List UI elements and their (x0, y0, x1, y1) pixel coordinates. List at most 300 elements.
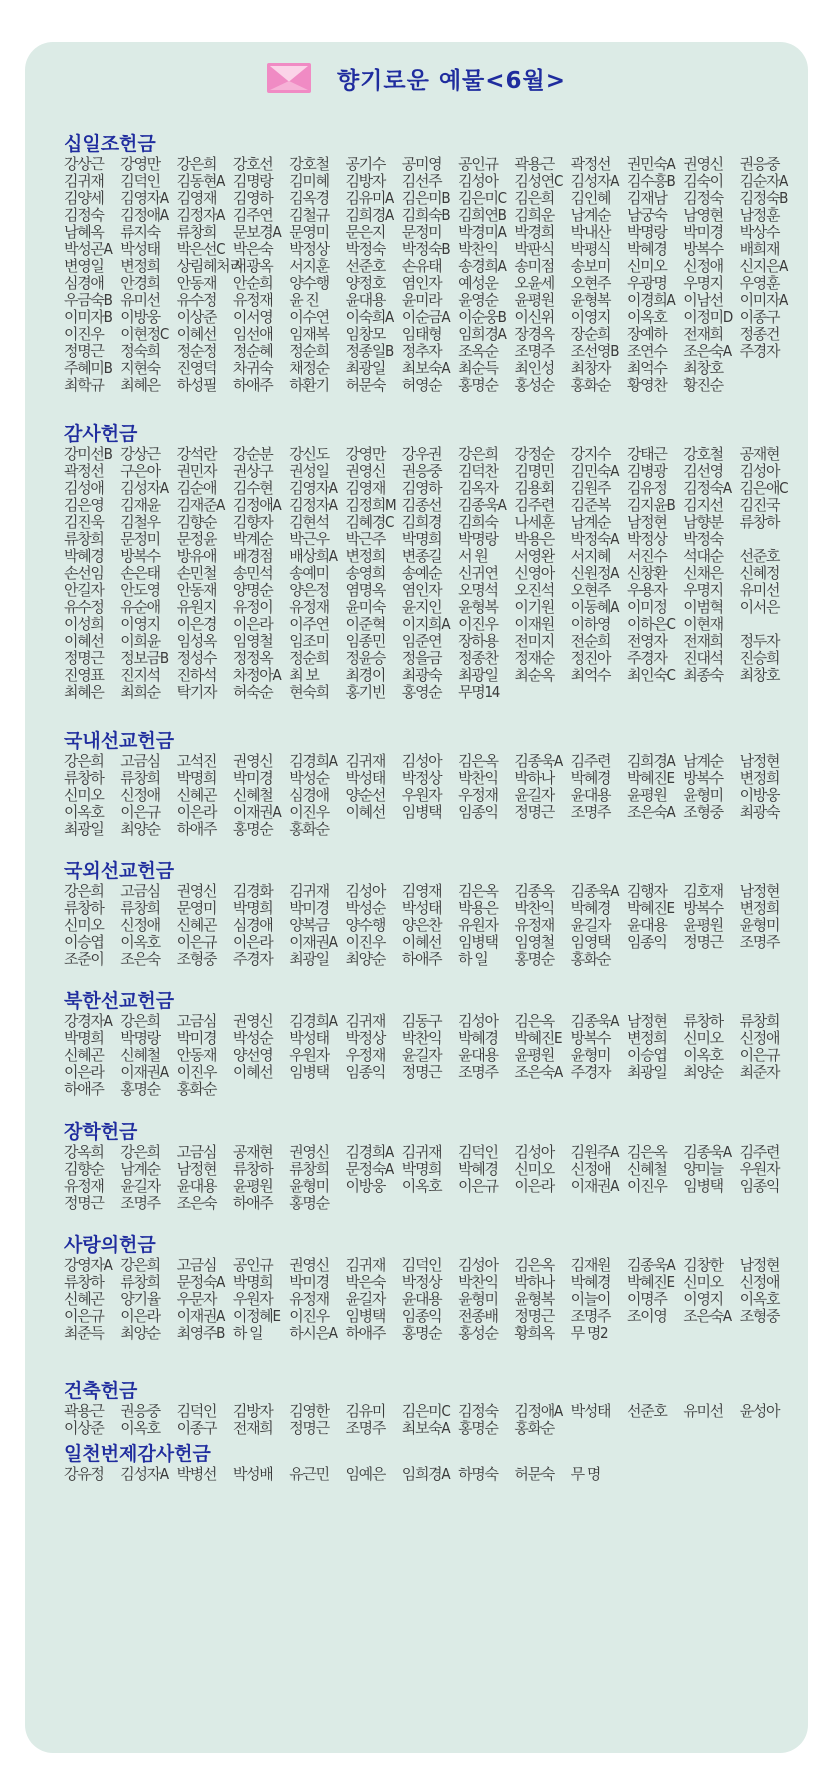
donor-name: 문정미 (120, 530, 160, 548)
donor-name: 남정현 (739, 752, 780, 770)
donor-name: 진하석 (176, 666, 217, 684)
donor-name: 김은미C (401, 1402, 450, 1420)
donor-name: 박명희 (232, 899, 273, 917)
donor-name: 유정이 (232, 598, 273, 616)
donor-name: 이지희A (401, 615, 450, 633)
donor-name: 이옥호 (401, 1177, 442, 1195)
donor-name: 이범혁 (683, 598, 723, 616)
donor-name: 윤형미 (683, 786, 723, 804)
donor-name: 우정재 (345, 1046, 386, 1064)
name-grid (64, 446, 796, 701)
donor-name: 남계순 (570, 513, 611, 531)
section-title: 건축헌금 (64, 1380, 138, 1402)
donor-name: 강호철 (289, 155, 329, 173)
donor-name: 유미선 (683, 1402, 723, 1420)
name-row (64, 514, 796, 531)
donor-name: 공재현 (232, 1143, 273, 1161)
donor-name: 임병택 (345, 1307, 386, 1325)
donor-name: 이재원 (514, 615, 554, 633)
donor-name: 박혜경 (570, 899, 611, 917)
donor-name: 변정희 (345, 547, 386, 565)
donor-name: 임병택 (289, 1063, 329, 1081)
donor-name: 김선주 (401, 172, 442, 190)
donor-name: 이종구 (739, 308, 780, 326)
donor-name: 김창한 (683, 1256, 723, 1274)
donor-name: 박성태 (570, 1402, 611, 1420)
donor-name: 서 원 (458, 547, 488, 565)
donor-name: 양은찬 (401, 916, 442, 934)
donor-name: 김방자 (345, 172, 386, 190)
donor-name: 신채은 (683, 564, 723, 582)
donor-name: 이옥호 (683, 1046, 723, 1064)
donor-name: 고금심 (176, 1256, 217, 1274)
donor-name: 홍명순 (120, 1080, 160, 1098)
donor-name: 이진우 (289, 803, 329, 821)
donor-name: 최광일 (289, 950, 329, 968)
donor-name: 김재준A (176, 496, 225, 514)
donor-name: 김철우 (120, 513, 160, 531)
donor-name: 조명주 (345, 1419, 386, 1437)
donor-name: 홍명순 (289, 1194, 329, 1212)
name-row (64, 582, 796, 599)
name-row (64, 1403, 796, 1420)
donor-name: 박은숙 (345, 1273, 386, 1291)
donor-name: 김성자A (120, 1465, 168, 1483)
name-row (64, 190, 796, 207)
donor-name: 정을금 (401, 649, 442, 667)
donor-name: 윤대용 (570, 786, 611, 804)
donor-name: 하애주 (401, 950, 442, 968)
donor-name: 김영재 (345, 479, 386, 497)
donor-name: 김원주 (570, 479, 611, 497)
donor-name: 박명희 (64, 1029, 104, 1047)
donor-name: 박하나 (514, 1273, 554, 1291)
donor-name: 강은희 (64, 882, 104, 900)
donor-name: 윤길자 (345, 1290, 386, 1308)
donor-name: 김병광 (626, 462, 667, 480)
donor-name: 남향분 (683, 513, 723, 531)
donor-name: 윤평원 (626, 786, 667, 804)
donor-name: 임조미 (289, 632, 329, 650)
donor-name: 홍화순 (514, 1419, 554, 1437)
donor-name: 양복금 (289, 916, 329, 934)
donor-name: 주경자 (739, 342, 780, 360)
donor-name: 서지혜 (570, 547, 611, 565)
donor-name: 변종길 (401, 547, 442, 565)
donor-name: 윤대용 (176, 1177, 217, 1195)
donor-name: 김인혜 (570, 189, 611, 207)
donor-name: 홍화순 (570, 376, 611, 394)
name-row (64, 1257, 796, 1274)
donor-name: 박정숙 (683, 530, 723, 548)
donor-name: 방복수 (683, 240, 723, 258)
donor-name: 이신위 (514, 308, 554, 326)
donor-name: 김성자A (570, 172, 619, 190)
donor-name: 박정숙A (570, 530, 619, 548)
donor-name: 신혜곤 (64, 1046, 104, 1064)
donor-name: 이미정 (626, 598, 667, 616)
donor-name: 이현정C (120, 325, 168, 343)
donor-name: 윤평원 (232, 1177, 273, 1195)
donor-name: 김동구 (401, 1012, 442, 1030)
section-title: 북한선교헌금 (64, 990, 175, 1012)
name-row (64, 275, 796, 292)
donor-name: 김재원 (570, 1256, 611, 1274)
donor-name: 김덕인 (176, 1402, 217, 1420)
donor-name: 권영신 (345, 462, 386, 480)
donor-name: 박미경 (176, 1029, 217, 1047)
donor-name: 류창희 (289, 1160, 329, 1178)
donor-name: 권민자 (176, 462, 217, 480)
name-row (64, 241, 796, 258)
donor-name: 이은라 (64, 1063, 104, 1081)
donor-name: 최혜은 (64, 683, 104, 701)
donor-name: 최양순 (683, 1063, 723, 1081)
donor-name: 전재희 (683, 325, 723, 343)
donor-name: 예성운 (458, 274, 498, 292)
donor-name: 정명근 (401, 1063, 442, 1081)
section (64, 1235, 796, 1342)
name-row (64, 326, 796, 343)
donor-name: 김현석 (289, 513, 329, 531)
donor-name: 이진우 (289, 1307, 329, 1325)
donor-name: 우영훈 (739, 274, 780, 292)
name-row (64, 1291, 796, 1308)
donor-name: 김성애 (64, 479, 104, 497)
donor-name: 박정상 (401, 1273, 442, 1291)
donor-name: 윤미라 (401, 291, 442, 309)
donor-name: 최억수 (626, 359, 667, 377)
donor-name: 박찬익 (401, 1029, 442, 1047)
donor-name: 김정희M (345, 496, 396, 514)
donor-name: 홍명순 (458, 1419, 498, 1437)
donor-name: 윤대용 (458, 1046, 498, 1064)
donor-name: 류창하 (739, 513, 780, 531)
donor-name: 김성아 (345, 882, 386, 900)
donor-name: 김호재 (683, 882, 723, 900)
donor-name: 무 명 (570, 1465, 601, 1483)
donor-name: 안경희 (120, 274, 160, 292)
donor-name: 이은라 (120, 1307, 160, 1325)
donor-name: 강영만 (345, 445, 386, 463)
name-row (64, 684, 796, 701)
donor-name: 최혜은 (120, 376, 160, 394)
donor-name: 박명랑 (626, 223, 667, 241)
donor-name: 이옥호 (120, 1419, 160, 1437)
donor-name: 장순희 (570, 325, 611, 343)
name-row (64, 480, 796, 497)
donor-name: 김정애A (120, 206, 168, 224)
donor-name: 윤형미 (739, 916, 780, 934)
donor-name: 신정애 (570, 1160, 611, 1178)
donor-name: 나세훈 (514, 513, 554, 531)
donor-name: 신정애 (739, 1029, 780, 1047)
donor-name: 이옥호 (739, 1290, 780, 1308)
donor-name: 강상근 (64, 155, 104, 173)
donor-name: 이주연 (289, 615, 329, 633)
donor-name: 김혜경C (345, 513, 394, 531)
name-row (64, 934, 796, 951)
donor-name: 신원정A (570, 564, 619, 582)
donor-name: 박은숙 (232, 240, 273, 258)
donor-name: 진영표 (64, 666, 104, 684)
donor-name: 김경희A (289, 752, 337, 770)
donor-name: 조연수 (626, 342, 667, 360)
donor-name: 김귀재 (345, 1012, 386, 1030)
donor-name: 상림헤처리 (176, 257, 243, 275)
donor-name: 서진수 (626, 547, 667, 565)
donor-name: 염명옥 (345, 581, 386, 599)
donor-name: 박명랑 (458, 530, 498, 548)
donor-name: 문은지 (345, 223, 386, 241)
donor-name: 양수행 (345, 916, 386, 934)
name-row (64, 633, 796, 650)
donor-name: 김준복 (570, 496, 611, 514)
donor-name: 선준호 (739, 547, 780, 565)
donor-name: 이진우 (345, 933, 386, 951)
donor-name: 김동현A (176, 172, 225, 190)
donor-name: 차정아A (232, 666, 281, 684)
donor-name: 박근우 (289, 530, 329, 548)
name-row (64, 360, 796, 377)
donor-name: 남정현 (626, 1012, 667, 1030)
donor-name: 우명지 (683, 274, 723, 292)
donor-name: 김은희 (514, 189, 554, 207)
donor-name: 곽용근 (64, 1402, 104, 1420)
donor-name: 남정훈 (739, 206, 780, 224)
donor-name: 박찬익 (458, 240, 498, 258)
donor-name: 임선애 (232, 325, 273, 343)
donor-name: 이늘이 (570, 1290, 611, 1308)
donor-name: 박성순 (345, 899, 386, 917)
name-row (64, 951, 796, 968)
name-row (64, 531, 796, 548)
section (64, 1444, 627, 1483)
donor-name: 하명숙 (458, 1465, 498, 1483)
donor-name: 강순분 (232, 445, 273, 463)
donor-name: 정종건 (739, 325, 780, 343)
donor-name: 김귀재 (64, 172, 104, 190)
name-row (64, 917, 796, 934)
donor-name: 윤대용 (626, 916, 667, 934)
section (64, 1381, 796, 1437)
donor-name: 양수행 (289, 274, 329, 292)
donor-name: 신미오 (64, 916, 104, 934)
section-title: 십일조헌금 (64, 133, 156, 155)
donor-name: 남영현 (683, 206, 723, 224)
donor-name: 정두자 (739, 632, 780, 650)
donor-name: 이남선 (683, 291, 723, 309)
donor-name: 박성순 (232, 1029, 273, 1047)
name-row (64, 565, 796, 582)
donor-name: 김용회 (514, 479, 554, 497)
section (64, 1122, 796, 1212)
donor-name: 박명희 (401, 530, 442, 548)
donor-name: 홍성순 (458, 1324, 498, 1342)
name-row (64, 1325, 796, 1342)
donor-name: 조은숙A (683, 1307, 731, 1325)
donor-name: 전순희 (570, 632, 611, 650)
donor-name: 류지숙 (120, 223, 160, 241)
donor-name: 김주련 (514, 496, 554, 514)
donor-name: 박병선 (176, 1465, 217, 1483)
name-row (64, 821, 796, 838)
donor-name: 박경희 (514, 223, 554, 241)
donor-name: 박성태 (289, 1029, 329, 1047)
name-row (64, 1195, 796, 1212)
donor-name: 이옥호 (626, 308, 667, 326)
donor-name: 주경자 (232, 950, 273, 968)
donor-name: 구은아 (120, 462, 160, 480)
donor-name: 김덕인 (458, 1143, 498, 1161)
donor-name: 김정애A (514, 1402, 562, 1420)
donor-name: 이상준 (176, 308, 217, 326)
name-row (64, 1064, 796, 1081)
donor-name: 임영철 (514, 933, 554, 951)
donor-name: 강상근 (120, 445, 160, 463)
donor-name: 남정현 (176, 1160, 217, 1178)
donor-name: 공기수 (345, 155, 386, 173)
donor-name: 하애주 (176, 820, 217, 838)
donor-name: 김덕인 (120, 172, 160, 190)
donor-name: 이진우 (176, 1063, 217, 1081)
donor-name: 류창희 (739, 1012, 780, 1030)
donor-name: 이승엽 (64, 933, 104, 951)
donor-name: 우광명 (626, 274, 667, 292)
donor-name: 권영신 (683, 155, 723, 173)
donor-name: 최희순 (120, 683, 160, 701)
donor-name: 김영한 (289, 1402, 329, 1420)
donor-name: 이은라 (232, 933, 273, 951)
donor-name: 임희경A (458, 325, 506, 343)
donor-name: 김주련 (570, 752, 611, 770)
name-row (64, 770, 796, 787)
donor-name: 김경희A (289, 1012, 337, 1030)
donor-name: 정성수 (176, 649, 217, 667)
donor-name: 배상희A (289, 547, 337, 565)
donor-name: 임준연 (401, 632, 442, 650)
donor-name: 윤길자 (401, 1046, 442, 1064)
donor-name: 김행자 (626, 882, 667, 900)
donor-name: 박정숙 (345, 240, 386, 258)
donor-name: 우원자 (739, 1160, 780, 1178)
donor-name: 신혜철 (232, 786, 273, 804)
donor-name: 신미오 (683, 1029, 723, 1047)
donor-name: 신혜정 (739, 564, 780, 582)
donor-name: 이재권A (570, 1177, 619, 1195)
donor-name: 신미오 (626, 257, 667, 275)
donor-name: 김성아 (401, 752, 442, 770)
donor-name: 강영자A (64, 1256, 112, 1274)
donor-name: 이재권A (289, 933, 337, 951)
name-row (64, 224, 796, 241)
donor-name: 안동재 (176, 274, 217, 292)
donor-name: 남계순 (570, 206, 611, 224)
donor-name: 이재권A (120, 1063, 168, 1081)
donor-name: 권응중 (401, 462, 442, 480)
donor-name: 정재순 (514, 649, 554, 667)
donor-name: 박성태 (345, 769, 386, 787)
donor-name: 김희연B (458, 206, 506, 224)
donor-name: 문정숙A (176, 1273, 225, 1291)
donor-name: 박경미A (458, 223, 506, 241)
donor-name: 양은정 (289, 581, 329, 599)
donor-name: 김희경 (401, 513, 442, 531)
donor-name: 신창환 (626, 564, 667, 582)
donor-name: 김명랑 (232, 172, 273, 190)
donor-name: 임종민 (345, 632, 386, 650)
donor-name: 유미선 (739, 581, 780, 599)
donor-name: 이서영 (232, 308, 273, 326)
donor-name: 강석란 (176, 445, 217, 463)
donor-name: 최광일 (458, 666, 498, 684)
donor-name: 김성연C (514, 172, 563, 190)
name-row (64, 616, 796, 633)
donor-name: 박성태 (120, 240, 160, 258)
donor-name: 오명석 (458, 581, 498, 599)
donor-name: 남계순 (683, 752, 723, 770)
donor-name: 공재현 (739, 445, 780, 463)
donor-name: 최광일 (626, 1063, 667, 1081)
donor-name: 오현주 (570, 581, 611, 599)
donor-name: 윤형미 (570, 1046, 611, 1064)
donor-name: 조은숙 (176, 1194, 217, 1212)
donor-name: 김은옥 (514, 1012, 554, 1030)
header (25, 56, 808, 100)
donor-name: 강정순 (514, 445, 554, 463)
donor-name: 류창희 (176, 223, 217, 241)
donor-name: 박성순 (289, 769, 329, 787)
donor-name: 강영만 (120, 155, 160, 173)
donor-name: 김종욱A (458, 496, 506, 514)
donor-name: 우용자 (626, 581, 667, 599)
donor-name: 박성태 (401, 899, 442, 917)
donor-name: 윤형복 (458, 598, 498, 616)
name-row (64, 900, 796, 917)
donor-name: 강호철 (683, 445, 723, 463)
donor-name: 강은희 (64, 752, 104, 770)
donor-name: 이혜선 (401, 933, 442, 951)
donor-name: 홍영순 (401, 683, 442, 701)
donor-name: 박찬익 (458, 769, 498, 787)
donor-name: 신정애 (683, 257, 723, 275)
donor-name: 우정재 (458, 786, 498, 804)
donor-name: 진지석 (120, 666, 160, 684)
donor-name: 장경옥 (514, 325, 554, 343)
donor-name: 박정상 (401, 769, 442, 787)
donor-name: 하시은A (289, 1324, 337, 1342)
section (64, 731, 796, 838)
donor-name: 양명순 (232, 581, 273, 599)
donor-name: 강은희 (176, 155, 217, 173)
name-row (64, 667, 796, 684)
donor-name: 이미자B (64, 308, 112, 326)
donor-name: 신귀연 (458, 564, 498, 582)
donor-name: 신혜철 (626, 1160, 667, 1178)
donor-name: 정순희 (289, 649, 329, 667)
donor-name: 변정희 (739, 899, 780, 917)
donor-name: 최준자 (739, 1063, 780, 1081)
donor-name: 윤평원 (683, 916, 723, 934)
donor-name: 심경애 (64, 274, 104, 292)
donor-name: 김선영 (683, 462, 723, 480)
donor-name: 장예하 (626, 325, 667, 343)
donor-name: 권영신 (176, 882, 217, 900)
donor-name: 김종욱A (683, 1143, 731, 1161)
donor-name: 조은숙 (120, 950, 160, 968)
donor-name: 방복수 (683, 769, 723, 787)
name-row (64, 1420, 796, 1437)
